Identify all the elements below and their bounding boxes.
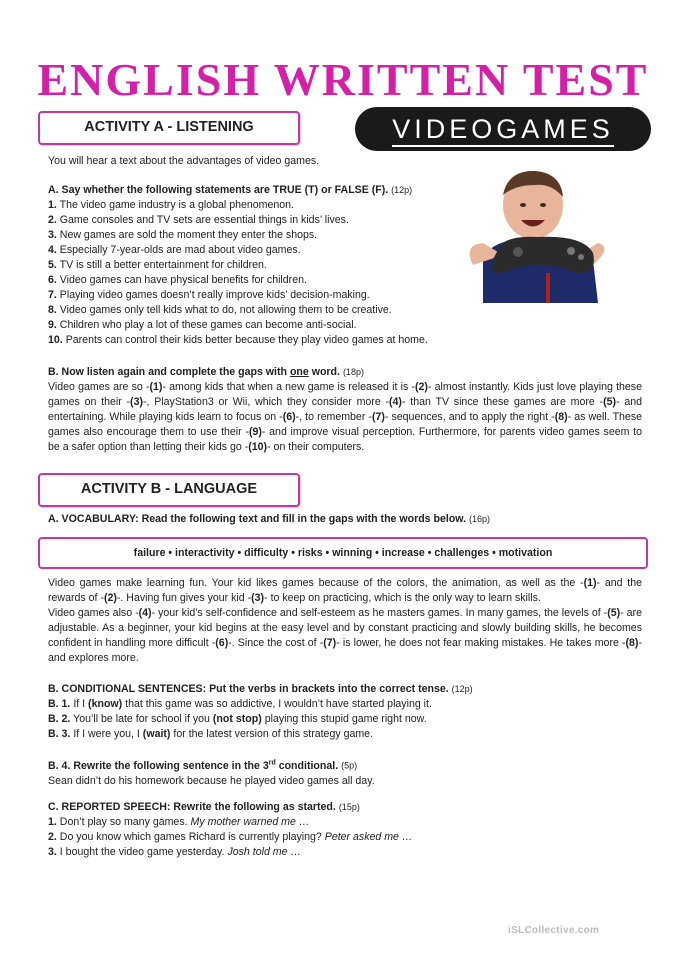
true-false-item: 7. Playing video games doesn’t really improve kids’ decision-making. (48, 289, 370, 301)
gap-fill-heading: B. Now listen again and complete the gaps with one word. (18p) (48, 366, 364, 378)
vocabulary-text: Video games make learning fun. Your kid likes games because of the colors, the animation, as well as the -(1)- and the rewards of -(2)-. Having fun gives your kid -(3)- to keep on practicing, which is the only way to learn skills. Video games also -(4)- your kid’s self-confidence and self-esteem as he masters games. In many games, the levels of -(5)- are adjustable. As a beginner, your kid begins at the easy level and by constant practicing and slowly building skills, he becomes confident in handling more difficult -(6)-. Since the cost of -(7)- is lower, he does not fear making mistakes. He takes more -(8)- and explores more. (48, 577, 642, 664)
activity-a-intro: You will hear a text about the advantages of video games. (48, 155, 320, 167)
footer-watermark: iSLCollective.com (508, 925, 600, 936)
true-false-item: 5. TV is still a better entertainment for children. (48, 259, 267, 271)
activity-a-heading: ACTIVITY A - LISTENING (38, 111, 300, 145)
page-title: ENGLISH WRITTEN TEST (37, 54, 649, 105)
reported-speech-item: 3. I bought the video game yesterday. Josh told me … (48, 846, 302, 858)
reported-speech-section (48, 800, 642, 860)
conditional-list (48, 697, 642, 742)
true-false-item: 3. New games are sold the moment they enter the shops. (48, 229, 318, 241)
conditional-item: B. 3. If I were you, I (wait) for the latest version of this strategy game. (48, 728, 374, 740)
banner-text: VIDEOGAMES (392, 114, 614, 147)
vocabulary-heading: A. VOCABULARY: Read the following text and fill in the gaps with the words below. (16p) (48, 513, 491, 525)
true-false-item: 1. The video game industry is a global phenomenon. (48, 199, 294, 211)
true-false-section (48, 183, 468, 348)
rewrite-heading: B. 4. Rewrite the following sentence in the 3rd conditional. (5p) (48, 759, 358, 772)
boy-with-controller-image (443, 165, 650, 303)
true-false-item: 2. Game consoles and TV sets are essential things in kids’ lives. (48, 214, 349, 226)
gap-fill-section (48, 365, 642, 455)
word-bank: failure • interactivity • difficulty • risks • winning • increase • challenges • motivation (38, 537, 648, 569)
true-false-item: 6. Video games can have physical benefits for children. (48, 274, 307, 286)
conditional-heading: B. CONDITIONAL SENTENCES: Put the verbs in brackets into the correct tense. (12p) (48, 683, 473, 695)
true-false-item: 4. Especially 7-year-olds are mad about video games. (48, 244, 301, 256)
true-false-item: 9. Children who play a lot of these games can become anti-social. (48, 319, 357, 331)
rewrite-section (48, 755, 642, 789)
reported-speech-item: 2. Do you know which games Richard is currently playing? Peter asked me … (48, 831, 413, 843)
gap-fill-text: Video games are so -(1)- among kids that when a new game is released it is -(2)- almost instantly. Kids just love playing these games on their -(3)-, PlayStation3 or Wii, which they consider more -(4)- than TV since these games are more -(5)- and entertaining. While playing kids learn to focus on -(6)-, to remember -(7)- sequences, and to apply the right -(8)- as well. These games also encourage them to use their -(9)- and improve visual perception. Furthermore, for parents video games seem to be a safer option than letting their kids go -(10)- on their computers. (48, 381, 643, 453)
conditional-section (48, 682, 642, 742)
reported-speech-item: 1. Don’t play so many games. My mother warned me … (48, 816, 310, 828)
reported-speech-heading: C. REPORTED SPEECH: Rewrite the following as started. (15p) (48, 801, 360, 813)
true-false-heading: A. Say whether the following statements are TRUE (T) or FALSE (F). (12p) (48, 184, 413, 196)
conditional-item: B. 2. You’ll be late for school if you (not stop) playing this stupid game right now. (48, 713, 427, 725)
activity-b-heading: ACTIVITY B - LANGUAGE (38, 473, 300, 507)
conditional-item: B. 1. If I (know) that this game was so addictive, I wouldn’t have started playing it. (48, 698, 432, 710)
rewrite-sentence: Sean didn’t do his homework because he played video games all day. (48, 774, 375, 787)
true-false-list (48, 198, 468, 348)
true-false-item: 10. Parents can control their kids better because they play video games at home. (48, 334, 428, 346)
true-false-item: 8. Video games only tell kids what to do, not allowing them to be creative. (48, 304, 392, 316)
videogames-banner (355, 107, 651, 151)
reported-speech-list (48, 815, 642, 860)
